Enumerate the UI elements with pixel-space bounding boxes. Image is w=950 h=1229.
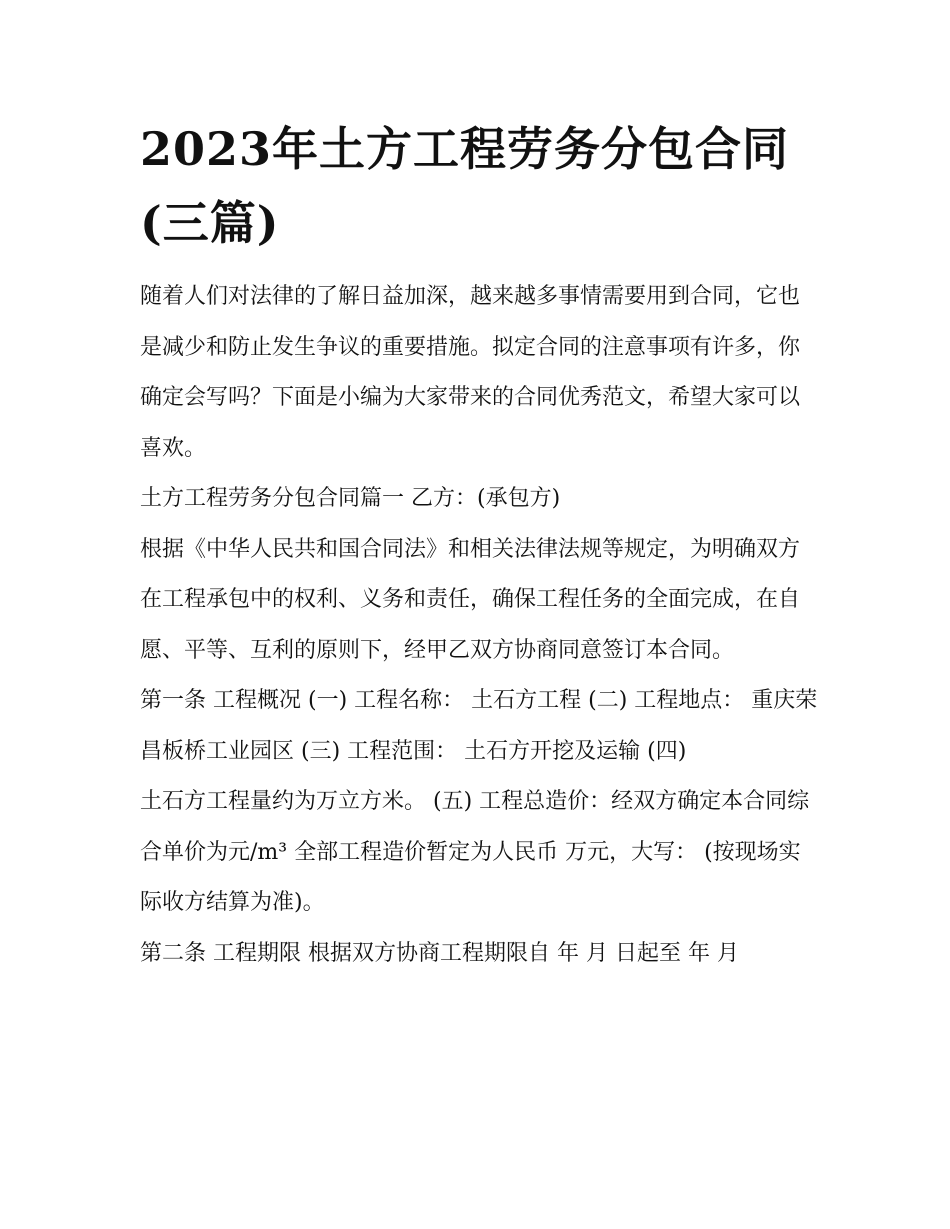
paragraph-preamble: 根据《中华人民共和国合同法》和相关法律法规等规定，为明确双方在工程承包中的权利、义务和责任，确保工程任务的全面完成，在自愿、平等、互利的原则下，经甲乙双方协商同意签订本合同。 [140, 536, 801, 663]
paragraph-article-1: 第一条 工程概况 (一) 工程名称： 土石方工程 (二) 工程地点： 重庆荣昌板桥工业园区 (三) 工程范围： 土石方开挖及运输 (四) [140, 688, 818, 764]
paragraph-article-2: 第二条 工程期限 根据双方协商工程期限自 年 月 日起至 年 月 [140, 940, 739, 966]
paragraph-contract-heading: 土方工程劳务分包合同篇一 乙方：(承包方) [140, 486, 561, 511]
paragraph-intro: 随着人们对法律的了解日益加深，越来越多事情需要用到合同，它也是减少和防止发生争议的重要措施。拟定合同的注意事项有许多，你确定会写吗？下面是小编为大家带来的合同优秀范文，希望大家可以喜欢。 [140, 284, 801, 461]
paragraph-article-1-cont: 土石方工程量约为万立方米。 (五) 工程总造价：经双方确定本合同综合单价为元/m³ 全部工程造价暂定为人民币 万元，大写： (按现场实际收方结算为准)。 [140, 789, 810, 915]
document-page [140, 112, 820, 979]
document-title: 2023年土方工程劳务分包合同(三篇) [140, 122, 790, 250]
